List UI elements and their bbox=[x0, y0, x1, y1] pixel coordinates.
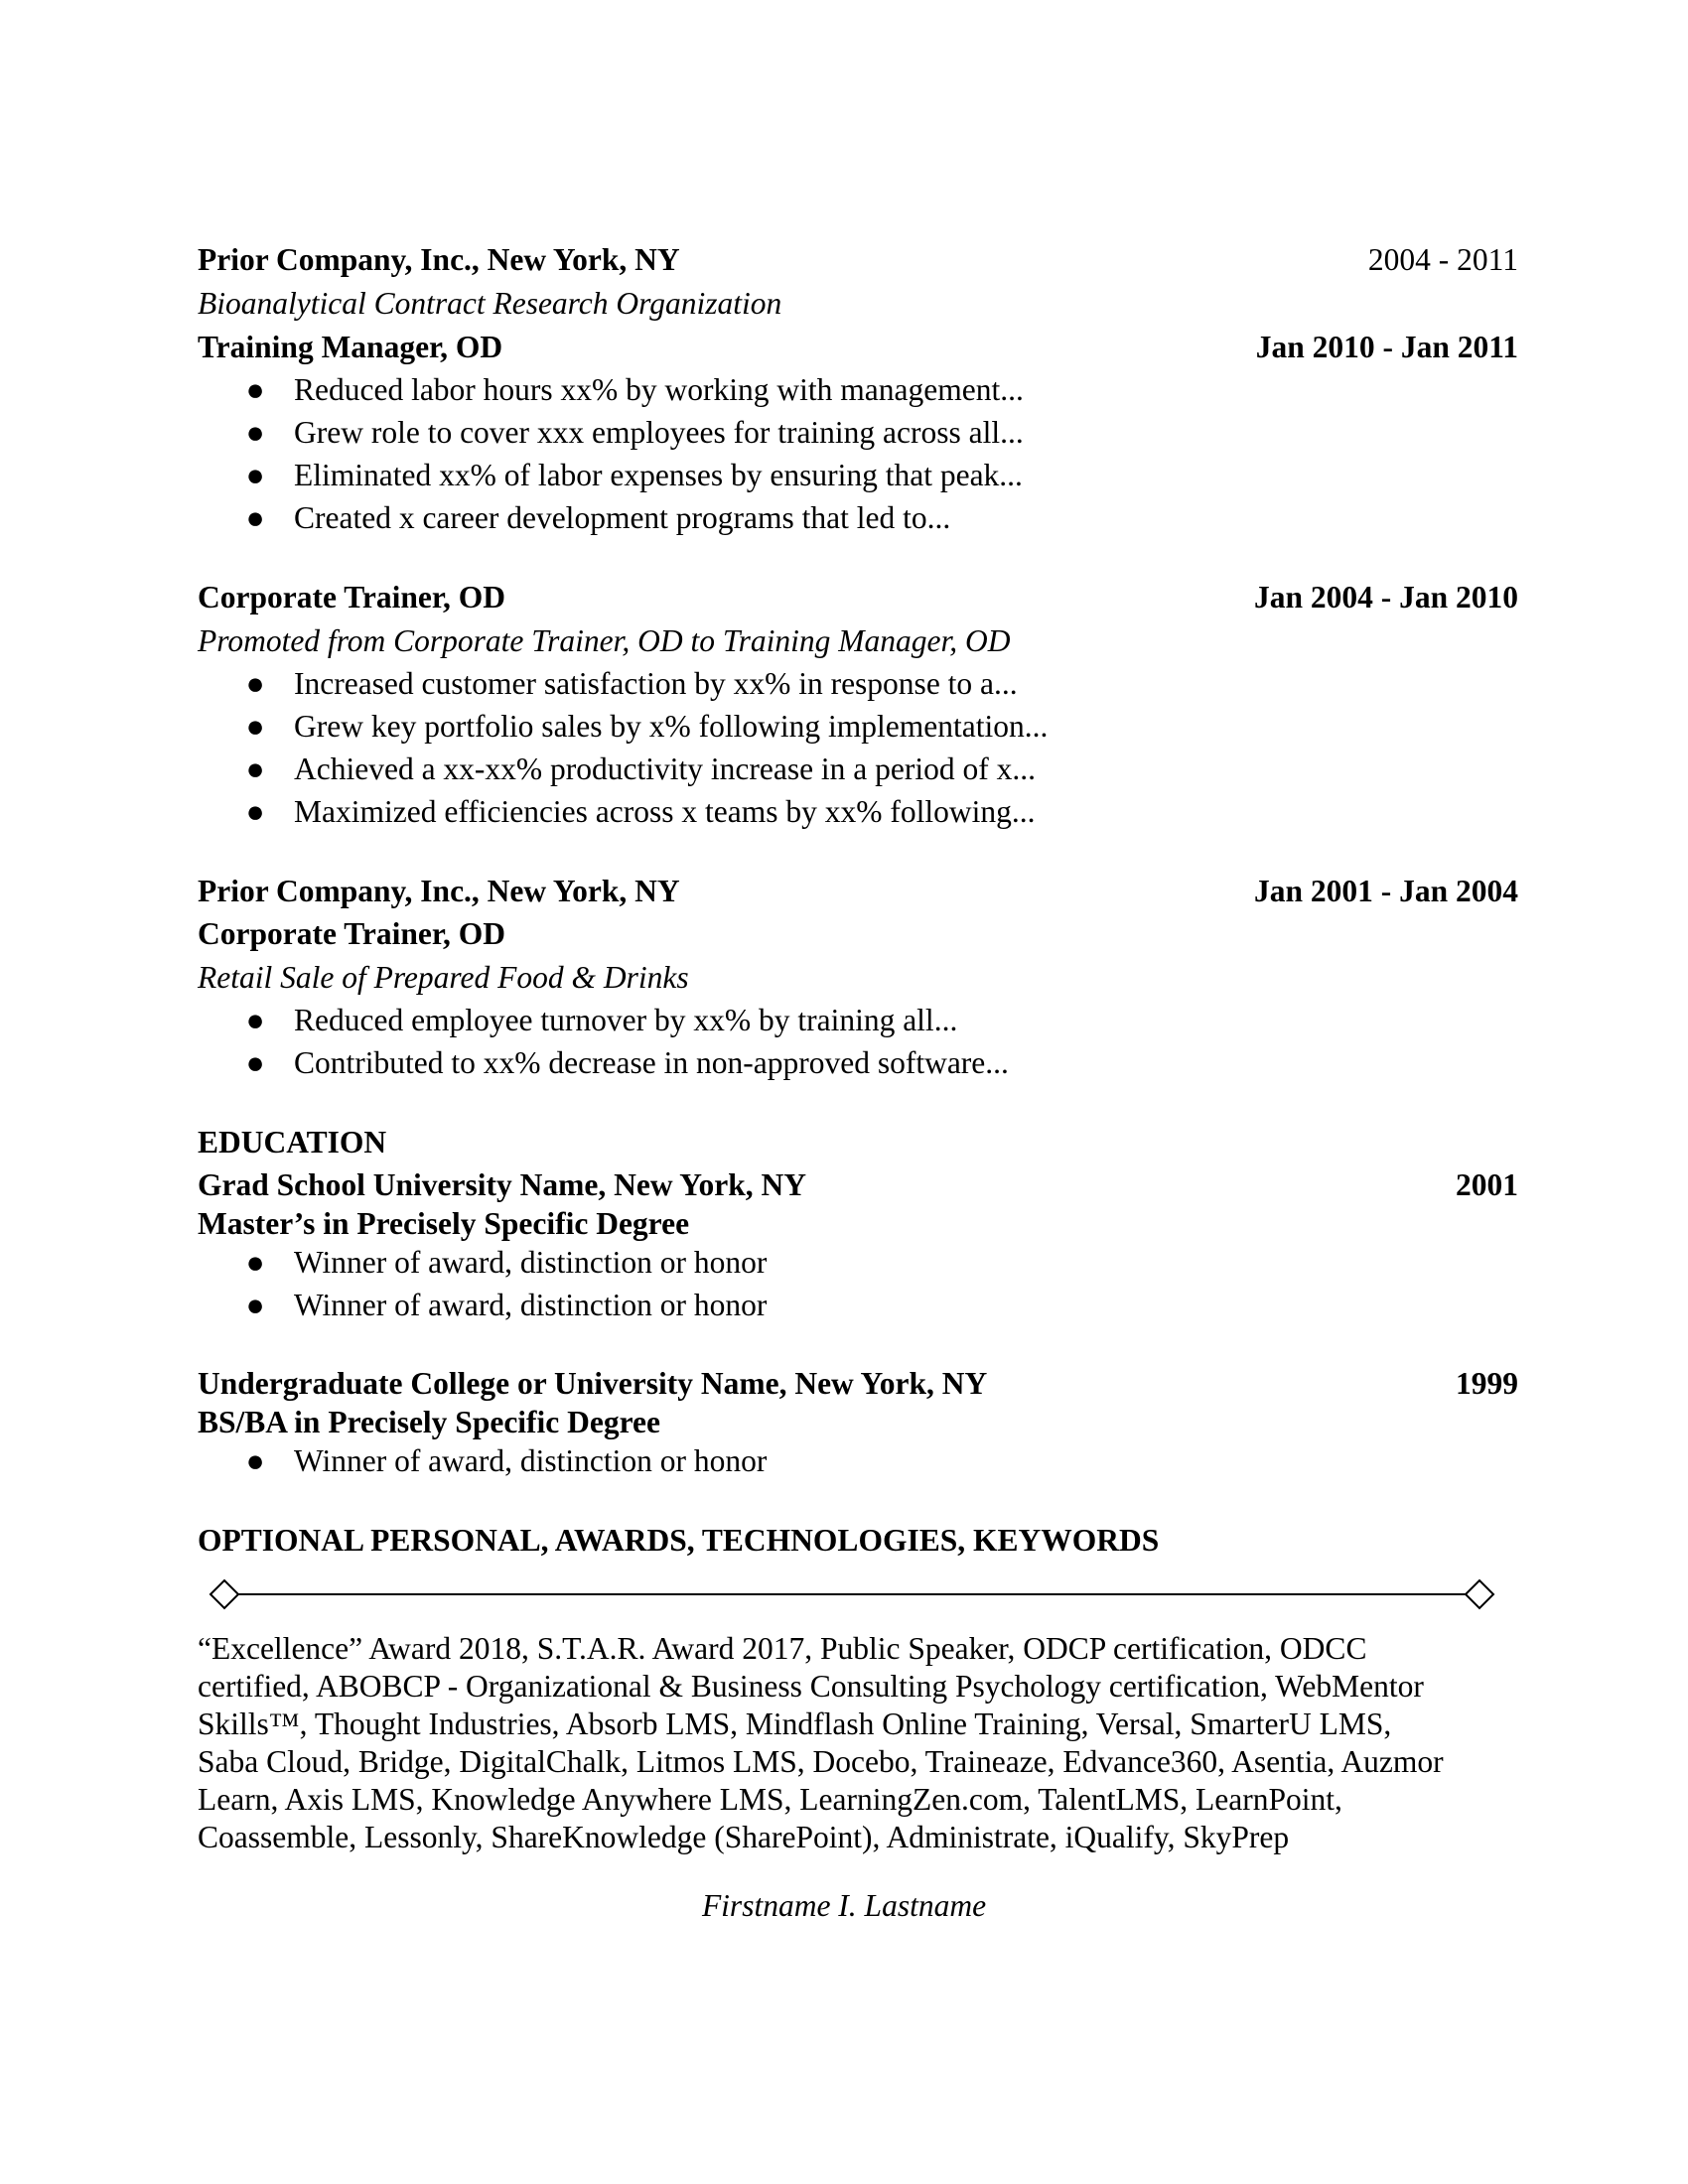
bullet-icon: ● bbox=[245, 666, 265, 701]
optional-heading: OPTIONAL PERSONAL, AWARDS, TECHNOLOGIES, KEYWORDS bbox=[198, 1523, 1160, 1558]
bullet-text: Reduced employee turnover by xx% by training all... bbox=[294, 1003, 958, 1037]
bullet-text: Maximized efficiencies across x teams by xx% following... bbox=[294, 794, 1036, 829]
bullet-icon: ● bbox=[245, 1443, 265, 1478]
bullet-icon: ● bbox=[245, 458, 265, 492]
bullet-text: Eliminated xx% of labor expenses by ensuring that peak... bbox=[294, 458, 1023, 492]
optional-line-2: certified, ABOBCP - Organizational & Business Consulting Psychology certification, WebMentor bbox=[198, 1669, 1424, 1704]
role-2-note: Promoted from Corporate Trainer, OD to Training Manager, OD bbox=[198, 623, 1011, 658]
bullet-text: Contributed to xx% decrease in non-approved software... bbox=[294, 1045, 1009, 1080]
role-2-row bbox=[198, 578, 1518, 617]
bullet-icon: ● bbox=[245, 794, 265, 829]
optional-line-5: Learn, Axis LMS, Knowledge Anywhere LMS, LearningZen.com, TalentLMS, LearnPoint, bbox=[198, 1782, 1342, 1817]
company-2-description: Retail Sale of Prepared Food & Drinks bbox=[198, 960, 689, 995]
bullet-icon: ● bbox=[245, 500, 265, 535]
bullet-text: Increased customer satisfaction by xx% in response to a... bbox=[294, 666, 1018, 701]
bullet-icon: ● bbox=[245, 372, 265, 407]
company-2-name: Prior Company, Inc., New York, NY bbox=[198, 874, 680, 908]
company-2-row bbox=[198, 872, 1518, 911]
company-1-dates: 2004 - 2011 bbox=[1367, 242, 1518, 277]
education-heading: EDUCATION bbox=[198, 1125, 387, 1160]
bullet-icon: ● bbox=[245, 1288, 265, 1322]
grad-school-year: 2001 bbox=[1456, 1167, 1518, 1202]
bullet-icon: ● bbox=[245, 709, 265, 744]
optional-line-4: Saba Cloud, Bridge, DigitalChalk, Litmos LMS, Docebo, Traineaze, Edvance360, Asentia, Auzmor bbox=[198, 1744, 1444, 1779]
bullet-text: Grew role to cover xxx employees for training across all... bbox=[294, 415, 1024, 450]
bullet-text: Winner of award, distinction or honor bbox=[294, 1288, 768, 1322]
footer-name: Firstname I. Lastname bbox=[701, 1888, 987, 1923]
diamond-outline-icon bbox=[1466, 1580, 1493, 1608]
bullet-text: Achieved a xx-xx% productivity increase in a period of x... bbox=[294, 751, 1037, 786]
grad-school-name: Grad School University Name, New York, NY bbox=[198, 1167, 807, 1202]
bullet-icon: ● bbox=[245, 1003, 265, 1037]
bullet-text: Winner of award, distinction or honor bbox=[294, 1443, 768, 1478]
bullet-text: Reduced labor hours xx% by working with management... bbox=[294, 372, 1024, 407]
bullet-icon: ● bbox=[245, 1245, 265, 1280]
bullet-icon: ● bbox=[245, 415, 265, 450]
grad-degree: Master’s in Precisely Specific Degree bbox=[198, 1206, 690, 1241]
bullet-icon: ● bbox=[245, 751, 265, 786]
bullet-text: Created x career development programs that led to... bbox=[294, 500, 951, 535]
grad-school-row bbox=[198, 1165, 1518, 1205]
role-2-dates: Jan 2004 - Jan 2010 bbox=[1253, 580, 1518, 614]
diamond-outline-icon bbox=[211, 1580, 238, 1608]
undergrad-row bbox=[198, 1364, 1518, 1404]
company-2-dates: Jan 2001 - Jan 2004 bbox=[1253, 874, 1518, 908]
undergrad-school-name: Undergraduate College or University Name, New York, NY bbox=[198, 1366, 988, 1401]
role-1-dates: Jan 2010 - Jan 2011 bbox=[1255, 330, 1518, 364]
optional-line-1: “Excellence” Award 2018, S.T.A.R. Award 2017, Public Speaker, ODCP certification, ODCC bbox=[198, 1631, 1367, 1666]
company-1-row bbox=[198, 240, 1518, 280]
company-2-title: Corporate Trainer, OD bbox=[198, 916, 506, 951]
undergrad-year: 1999 bbox=[1456, 1366, 1518, 1401]
optional-line-3: Skills™, Thought Industries, Absorb LMS, Mindflash Online Training, Versal, SmarterU LMS, bbox=[198, 1706, 1392, 1741]
bullet-text: Grew key portfolio sales by x% following implementation... bbox=[294, 709, 1049, 744]
role-2-title: Corporate Trainer, OD bbox=[198, 580, 506, 614]
bullet-text: Winner of award, distinction or honor bbox=[294, 1245, 768, 1280]
role-1-row bbox=[198, 328, 1518, 367]
section-divider bbox=[209, 1577, 1495, 1611]
company-1-name: Prior Company, Inc., New York, NY bbox=[198, 242, 680, 277]
undergrad-degree: BS/BA in Precisely Specific Degree bbox=[198, 1405, 661, 1439]
role-1-title: Training Manager, OD bbox=[198, 330, 503, 364]
bullet-icon: ● bbox=[245, 1045, 265, 1080]
optional-line-6: Coassemble, Lessonly, ShareKnowledge (SharePoint), Administrate, iQualify, SkyPrep bbox=[198, 1820, 1290, 1854]
company-1-description: Bioanalytical Contract Research Organization bbox=[198, 286, 782, 321]
